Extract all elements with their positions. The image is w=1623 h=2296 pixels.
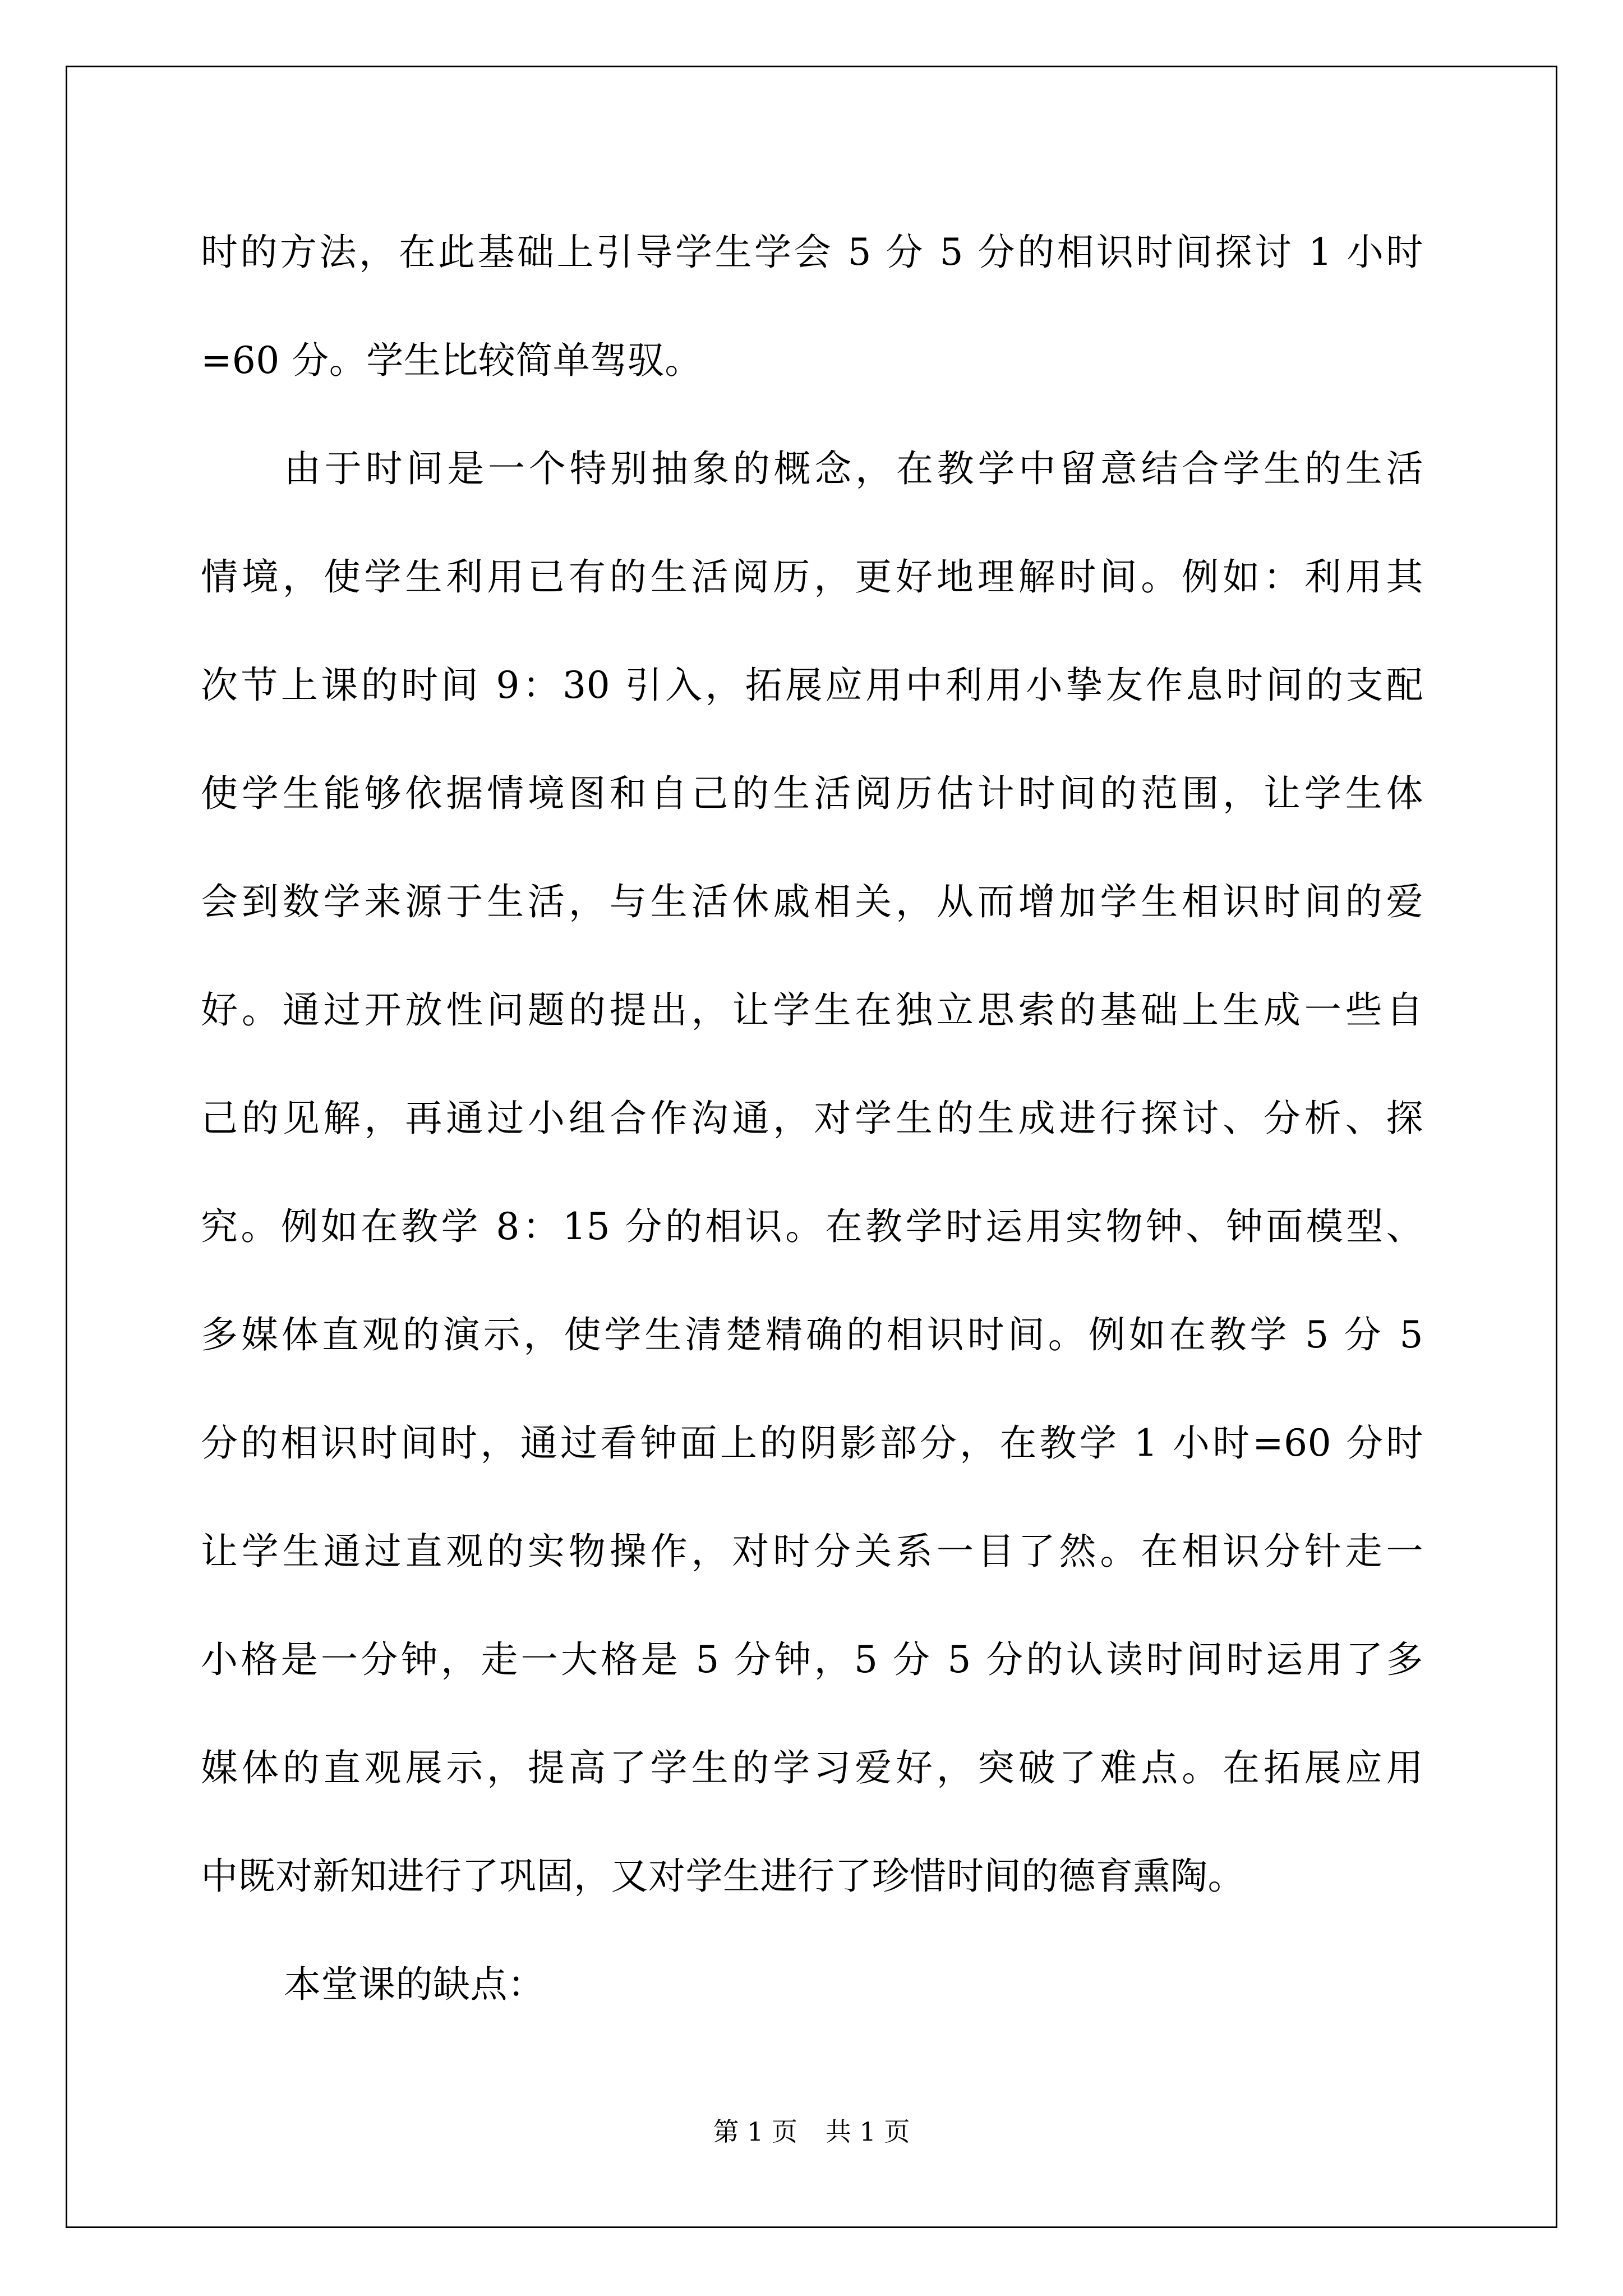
text-line: 究。例如在教学 8：15 分的相识。在教学时运用实物钟、钟面模型、 (201, 1205, 1423, 1248)
text-line: 会到数学来源于生活，与生活休戚相关，从而增加学生相识时间的爱 (201, 880, 1423, 923)
text-line: 中既对新知进行了巩固，又对学生进行了珍惜时间的德育熏陶。 (201, 1855, 1245, 1898)
text-line: =60 分。学生比较简单驾驭。 (201, 339, 702, 382)
text-line: 让学生通过直观的实物操作，对时分关系一目了然。在相识分针走一 (201, 1530, 1423, 1573)
page-footer (0, 2115, 1623, 2148)
page-number: 第 1 页 (713, 2116, 797, 2147)
document-body (201, 208, 1423, 2048)
text-line: 情境，使学生利用已有的生活阅历，更好地理解时间。例如：利用其 (201, 555, 1423, 599)
text-line: 使学生能够依据情境图和自己的生活阅历估计时间的范围，让学生体 (201, 772, 1423, 815)
text-line: 好。通过开放性问题的提出，让学生在独立思索的基础上生成一些自 (201, 988, 1423, 1032)
text-line: 己的见解，再通过小组合作沟通，对学生的生成进行探讨、分析、探 (201, 1097, 1423, 1140)
text-line: 分的相识时间时，通过看钟面上的阴影部分，在教学 1 小时=60 分时 (201, 1421, 1423, 1465)
page-total: 共 1 页 (826, 2116, 910, 2147)
text-line: 次节上课的时间 9：30 引入，拓展应用中利用小挚友作息时间的支配 (201, 664, 1423, 707)
paragraph-start-line: 由于时间是一个特别抽象的概念，在教学中留意结合学生的生活 (284, 447, 1423, 490)
text-line: 多媒体直观的演示，使学生清楚精确的相识时间。例如在教学 5 分 5 (201, 1313, 1423, 1356)
paragraph-start-line: 本堂课的缺点： (284, 1963, 545, 2006)
text-line: 媒体的直观展示，提高了学生的学习爱好，突破了难点。在拓展应用 (201, 1746, 1423, 1789)
text-line: 小格是一分钟，走一大格是 5 分钟，5 分 5 分的认读时间时运用了多 (201, 1638, 1423, 1681)
text-line: 时的方法，在此基础上引导学生学会 5 分 5 分的相识时间探讨 1 小时 (201, 231, 1423, 274)
